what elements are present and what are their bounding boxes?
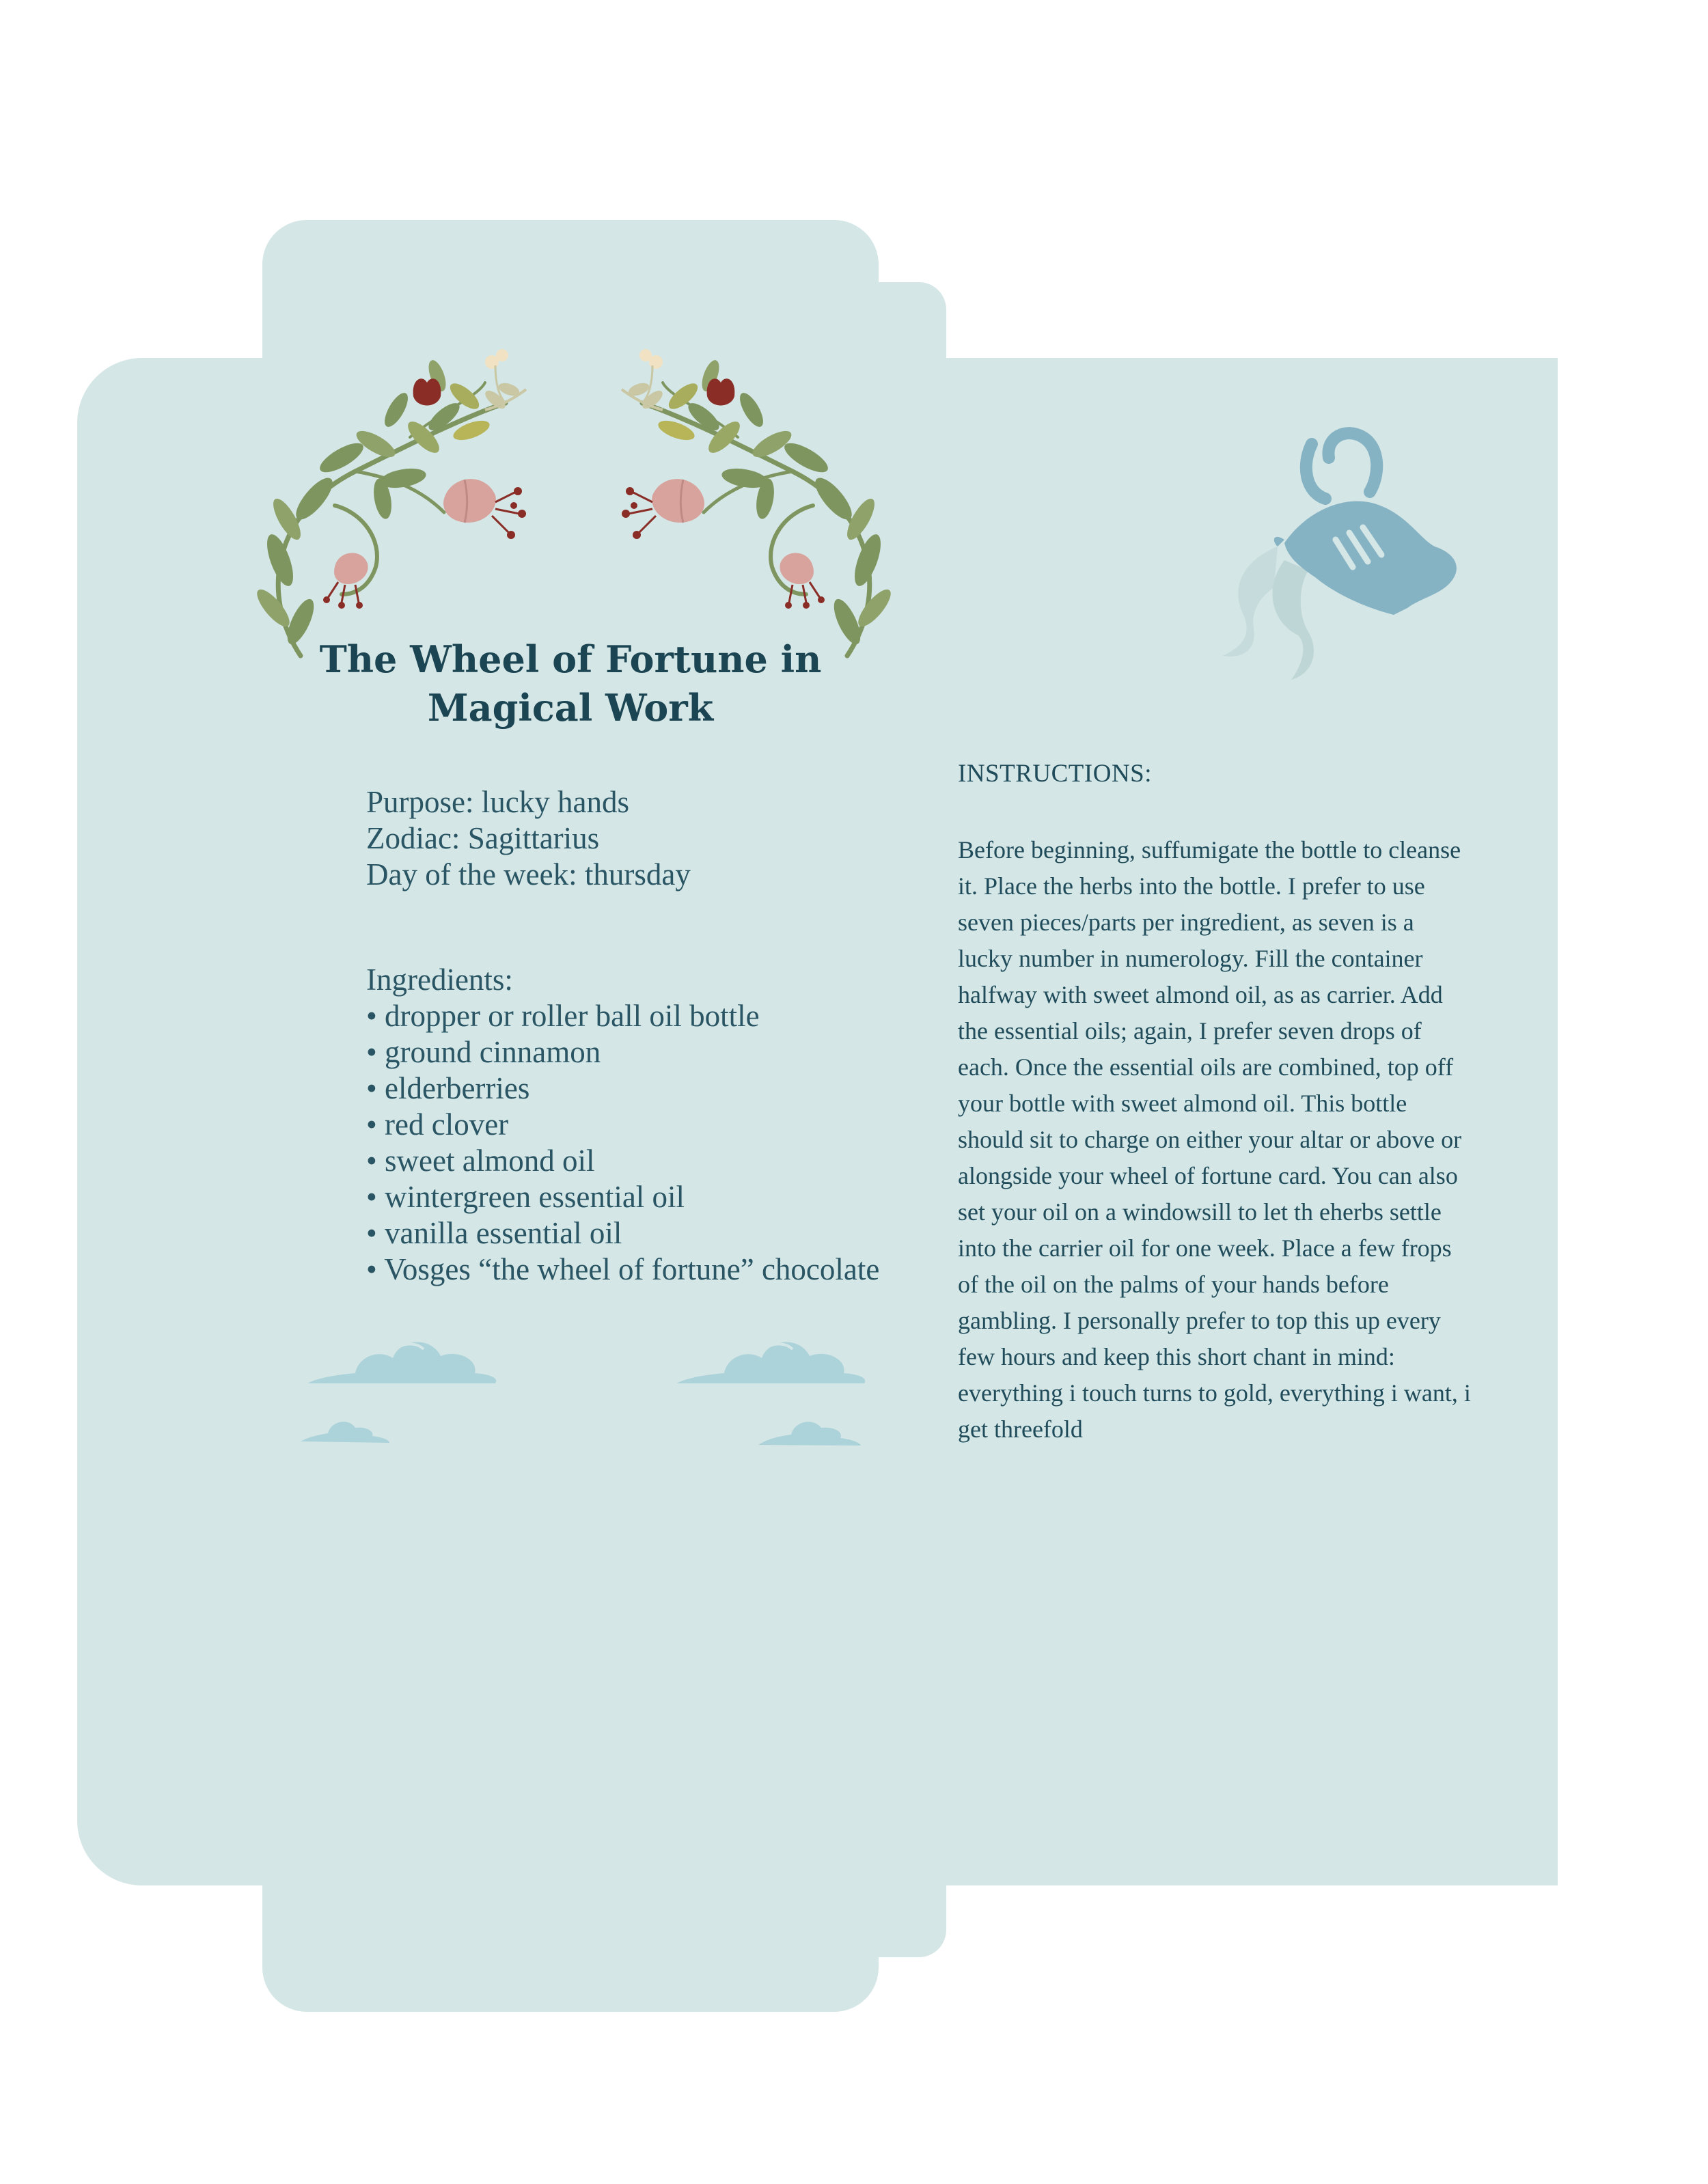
floral-branch-right (622, 349, 896, 656)
instructions-line: everything i touch turns to gold, everything i want, i (958, 1379, 1471, 1407)
floral-wreath-illustration (260, 335, 888, 663)
floral-branch-left (252, 349, 526, 656)
cloud-large-right (676, 1342, 865, 1383)
cloud-small-right (758, 1422, 861, 1446)
envelope-bottom-side-flap (854, 1844, 946, 1957)
clouds-illustration (294, 1318, 874, 1455)
instructions-heading: INSTRUCTIONS: (958, 760, 1153, 788)
zodiac-line: Zodiac: Sagittarius (366, 821, 600, 855)
day-of-week-line: Day of the week: thursday (366, 857, 691, 891)
instructions-line: the essential oils; again, I prefer seven drops of (958, 1017, 1422, 1045)
ingredients-heading: Ingredients: (366, 963, 513, 997)
ingredients-list (366, 998, 879, 1288)
ingredient-item: • sweet almond oil (366, 1143, 879, 1179)
title-line-1: The Wheel of Fortune in (319, 637, 822, 681)
instructions-line: of the oil on the palms of your hands before (958, 1271, 1389, 1298)
ingredients-section (366, 962, 879, 1288)
envelope-bottom-flap (262, 1844, 879, 2012)
ingredient-item: • dropper or roller ball oil bottle (366, 998, 879, 1034)
ingredient-item: • wintergreen essential oil (366, 1179, 879, 1215)
instructions-line: get threefold (958, 1415, 1083, 1443)
instructions-line: few hours and keep this short chant in mind: (958, 1343, 1395, 1370)
title-line-2: Magical Work (427, 686, 714, 730)
cloud-small-left (301, 1422, 389, 1443)
cloud-large-left (307, 1342, 496, 1383)
instructions-line: alongside your wheel of fortune card. You can also (958, 1162, 1458, 1189)
ingredient-item: • Vosges “the wheel of fortune” chocolate (366, 1252, 879, 1288)
page-title (262, 635, 879, 732)
instructions-line: it. Place the herbs into the bottle. I prefer to use (958, 872, 1425, 900)
ingredient-item: • red clover (366, 1107, 879, 1143)
instructions-line: your bottle with sweet almond oil. This bottle (958, 1090, 1407, 1117)
instructions-line: lucky number in numerology. Fill the container (958, 945, 1423, 972)
instructions-line: set your oil on a windowsill to let th eherbs settle (958, 1198, 1442, 1226)
spell-metadata (366, 784, 691, 893)
instructions-line: each. Once the essential oils are combined, top off (958, 1053, 1454, 1081)
instructions-line: into the carrier oil for one week. Place a few frops (958, 1234, 1452, 1262)
instructions-body (958, 832, 1556, 1448)
pouring-jug-illustration (1189, 410, 1476, 697)
instructions-line: Before beginning, suffumigate the bottle to cleanse (958, 836, 1461, 863)
instructions-line: should sit to charge on either your altar or above or (958, 1126, 1462, 1153)
ingredient-item: • elderberries (366, 1070, 879, 1107)
instructions-line: gambling. I personally prefer to top this up every (958, 1307, 1441, 1334)
instructions-line: halfway with sweet almond oil, as as carrier. Add (958, 981, 1443, 1008)
ingredient-item: • vanilla essential oil (366, 1215, 879, 1252)
purpose-line: Purpose: lucky hands (366, 785, 629, 819)
ingredient-item: • ground cinnamon (366, 1034, 879, 1070)
instructions-line: seven pieces/parts per ingredient, as seven is a (958, 909, 1414, 936)
